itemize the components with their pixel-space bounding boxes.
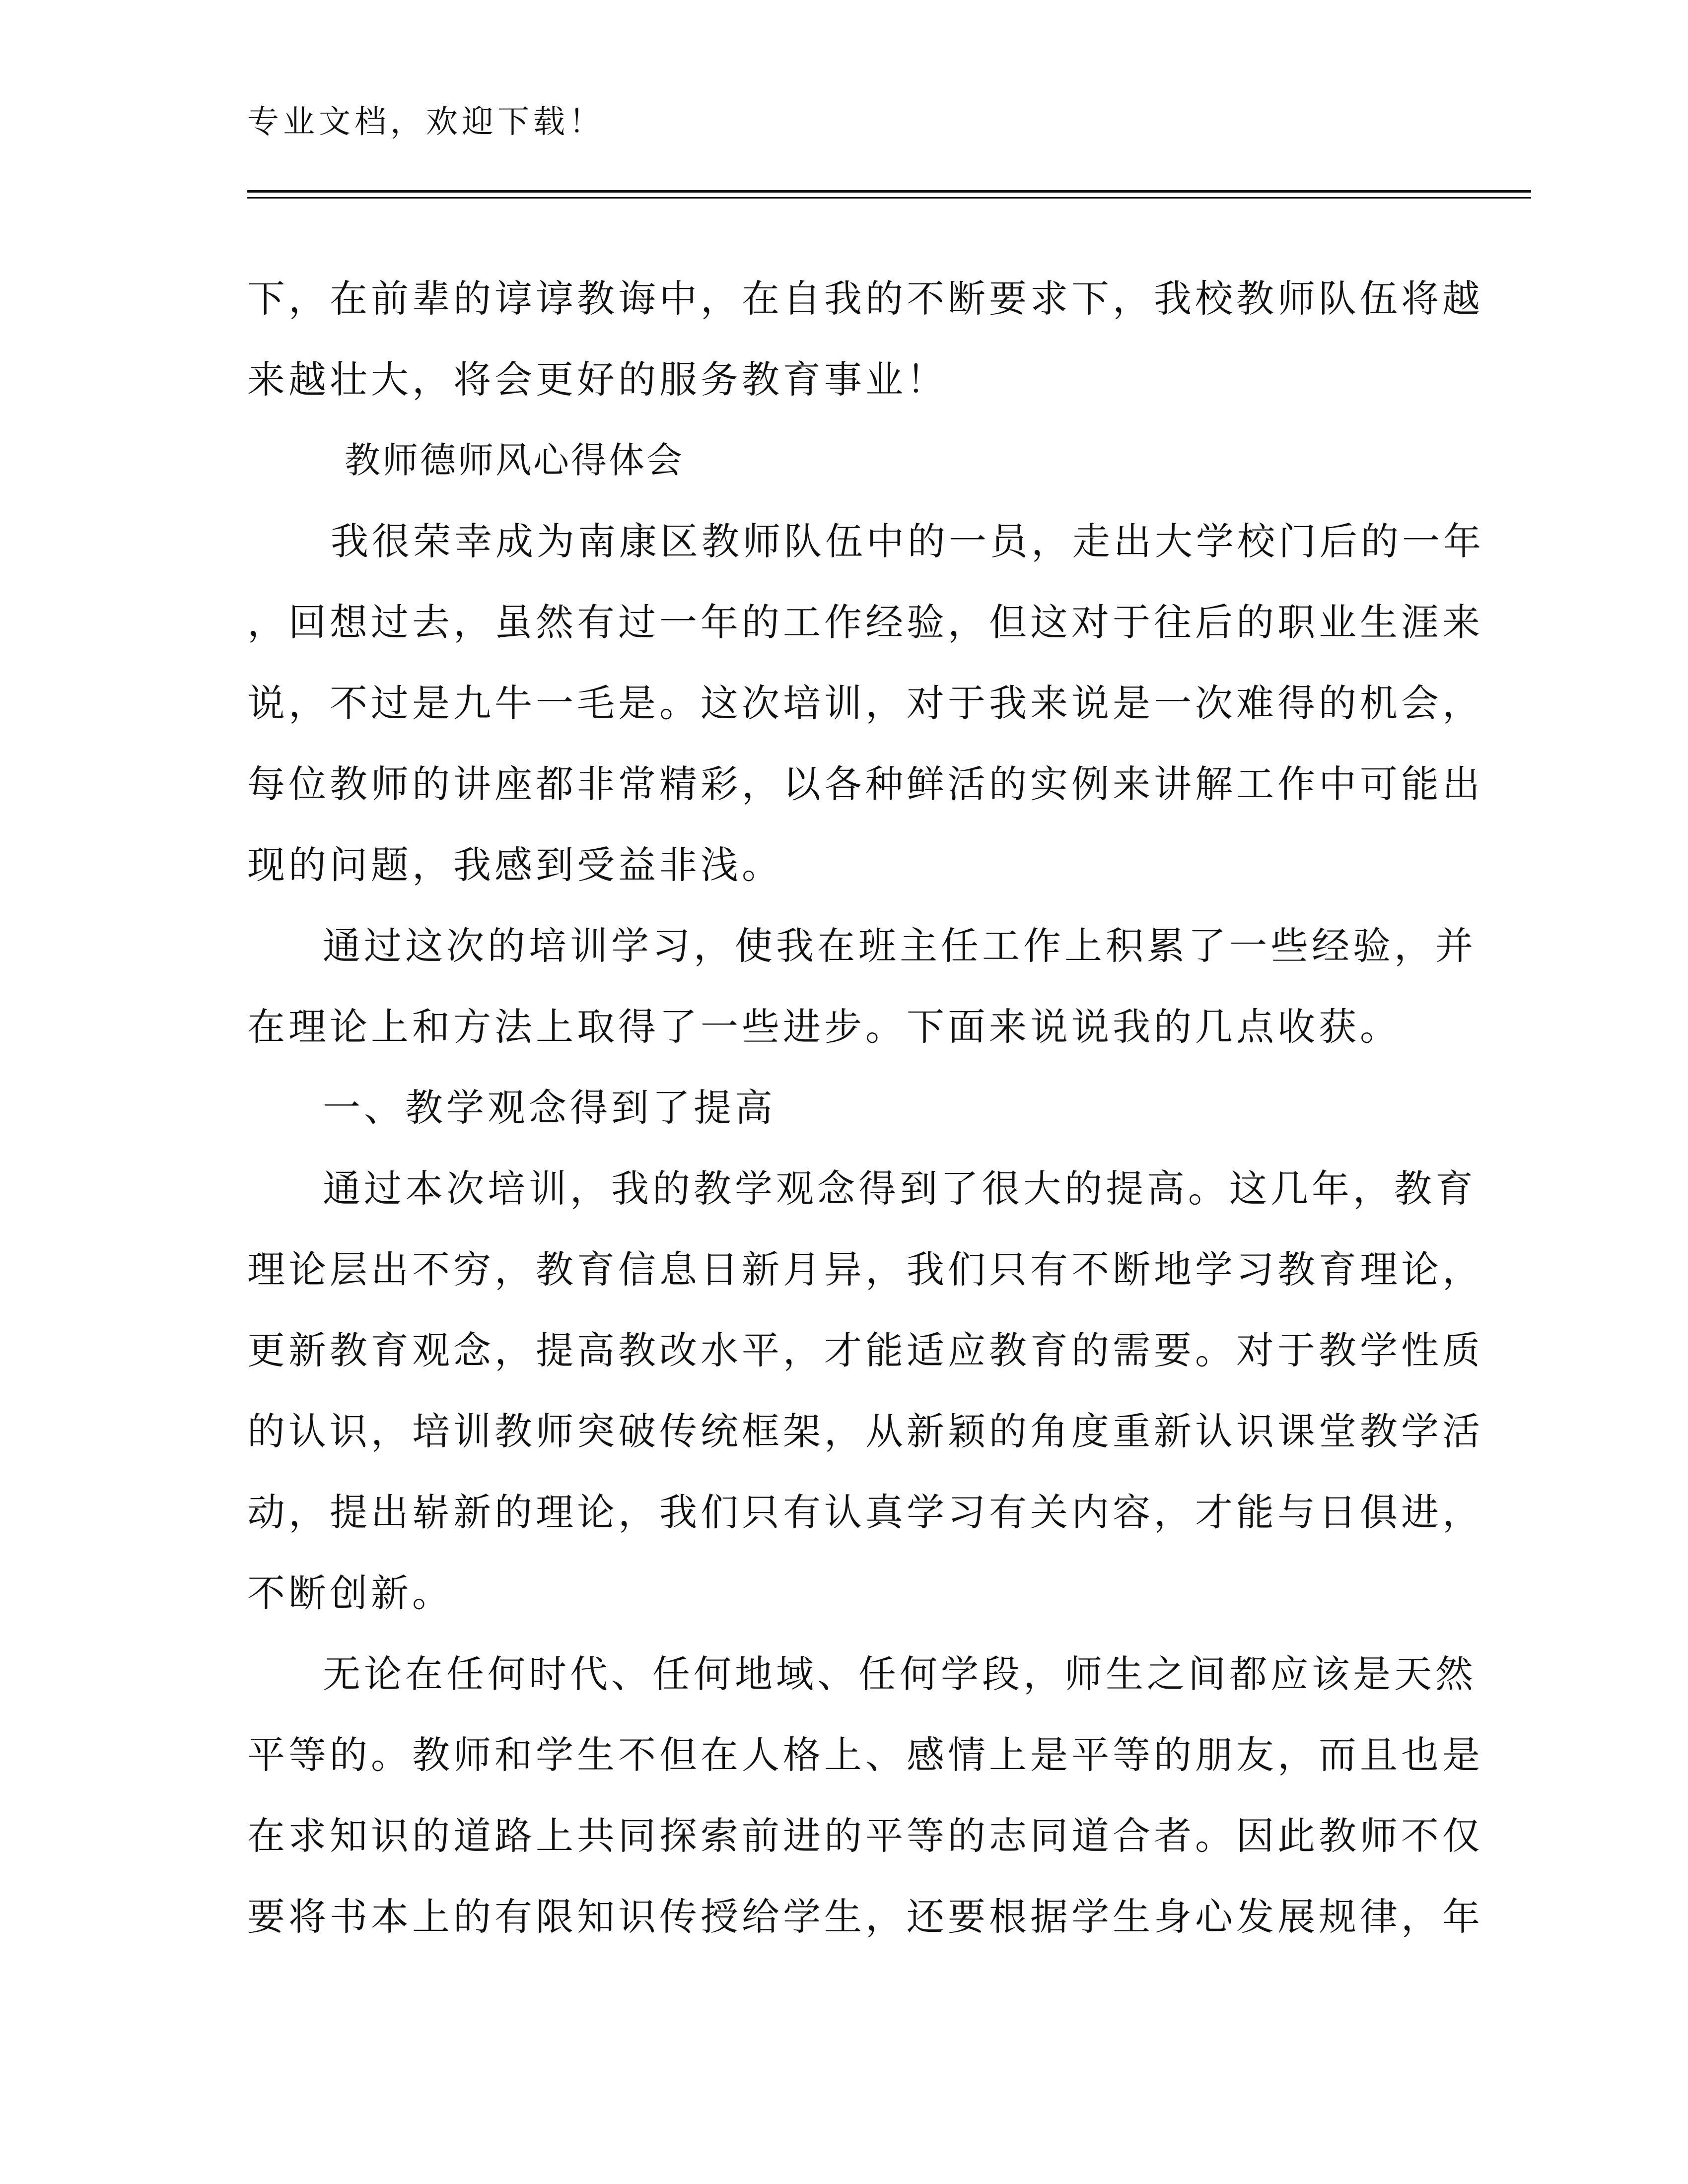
- body-line: 的认识，培训教师突破传统框架，从新颖的角度重新认识课堂教学活: [247, 1409, 1483, 1453]
- body-line: 无论在任何时代、任何地域、任何学段，师生之间都应该是天然: [323, 1652, 1477, 1696]
- body-line: 每位教师的讲座都非常精彩，以各种鲜活的实例来讲解工作中可能出: [247, 762, 1483, 806]
- section-title: 教师德师风心得体会: [345, 439, 685, 481]
- body-line: 在求知识的道路上共同探索前进的平等的志同道合者。因此教师不仅: [247, 1814, 1483, 1858]
- body-line: 现的问题，我感到受益非浅。: [247, 843, 783, 887]
- body-line: 不断创新。: [247, 1571, 453, 1615]
- document-body: [247, 258, 1484, 1957]
- body-line: 通过这次的培训学习，使我在班主任工作上积累了一些经验，并: [323, 924, 1477, 968]
- body-line: 动，提出崭新的理论，我们只有认真学习有关内容，才能与日俱进，: [247, 1490, 1483, 1534]
- body-line: 理论层出不穷，教育信息日新月异，我们只有不断地学习教育理论，: [247, 1247, 1483, 1292]
- page-header-text: 专业文档，欢迎下载！: [247, 104, 605, 140]
- body-line: 下，在前辈的谆谆教诲中，在自我的不断要求下，我校教师队伍将越: [247, 276, 1483, 321]
- body-line: 通过本次培训，我的教学观念得到了很大的提高。这几年，教育: [323, 1166, 1477, 1211]
- body-line: 要将书本上的有限知识传授给学生，还要根据学生身心发展规律，年: [247, 1895, 1483, 1939]
- body-line: 来越壮大，将会更好的服务教育事业！: [247, 357, 948, 402]
- header-divider-thick: [247, 190, 1531, 193]
- body-line: 更新教育观念，提高教改水平，才能适应教育的需要。对于教学性质: [247, 1328, 1483, 1372]
- body-line: ，回想过去，虽然有过一年的工作经验，但这对于往后的职业生涯来: [247, 600, 1483, 644]
- header-divider-thin: [247, 197, 1531, 199]
- body-line: 平等的。教师和学生不但在人格上、感情上是平等的朋友，而且也是: [247, 1733, 1483, 1777]
- body-line: 说，不过是九牛一毛是。这次培训，对于我来说是一次难得的机会，: [247, 681, 1483, 725]
- body-line: 在理论上和方法上取得了一些进步。下面来说说我的几点收获。: [247, 1005, 1401, 1049]
- subheading: 一、教学观念得到了提高: [323, 1086, 776, 1130]
- body-line: 我很荣幸成为南康区教师队伍中的一员，走出大学校门后的一年: [331, 519, 1484, 563]
